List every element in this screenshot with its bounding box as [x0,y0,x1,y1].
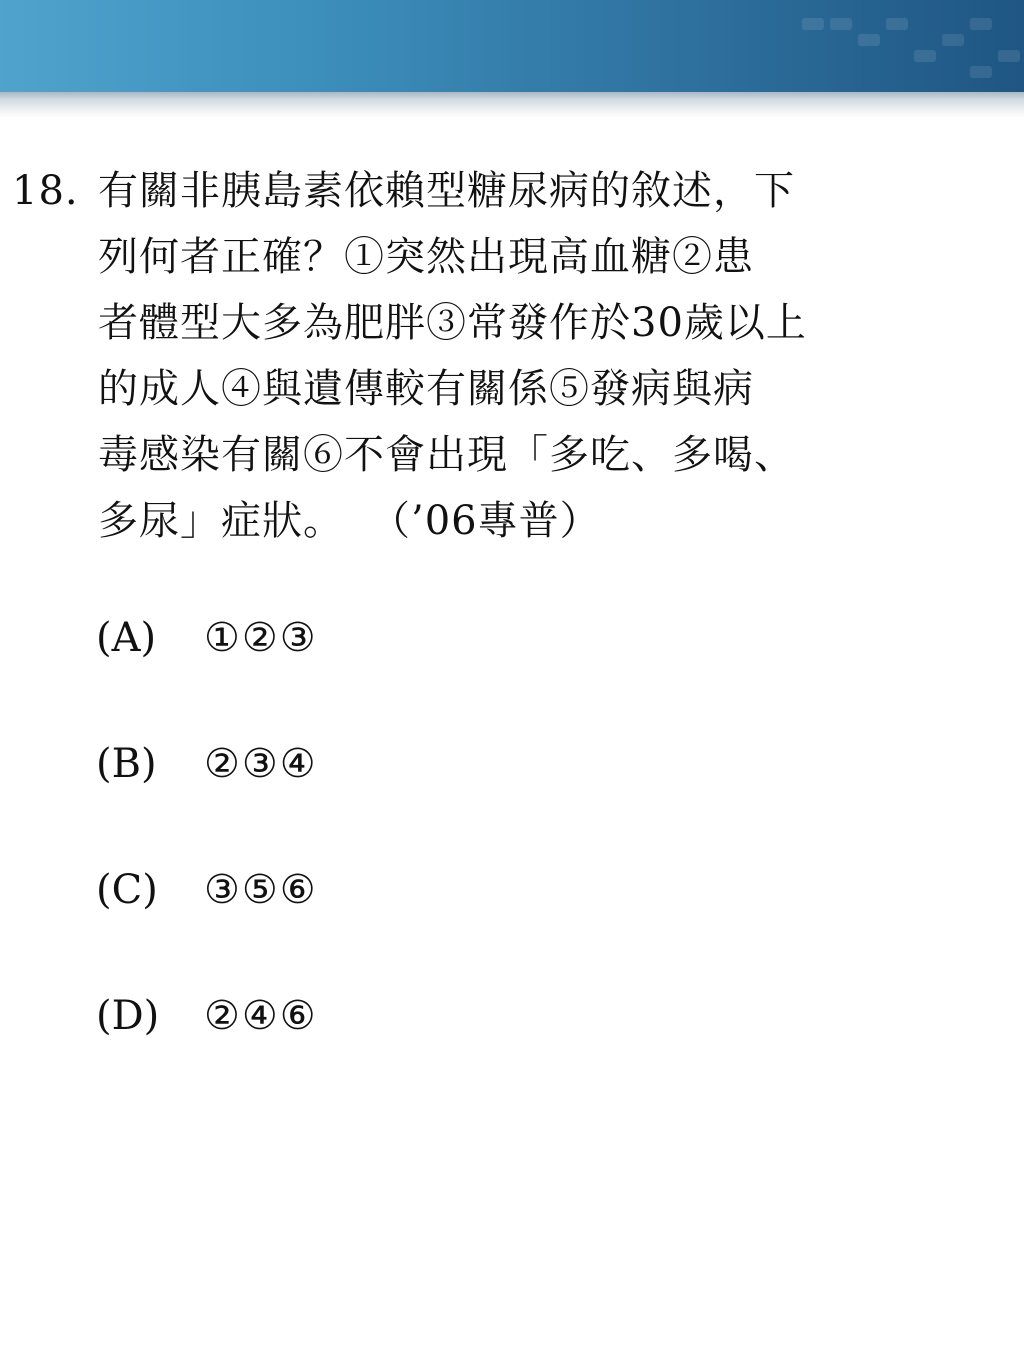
banner-tile [970,66,992,78]
option-text: ①②③ [204,615,318,661]
question-line: 者體型大多為肥胖③常發作於30歲以上 [98,300,807,346]
banner-shadow [0,92,1024,118]
option-letter: (D) [96,993,160,1039]
banner-tile [970,18,992,30]
option-c[interactable] [96,860,318,920]
question-text [98,158,1012,554]
question-source: （’06專普） [390,498,601,544]
question-line: 毒感染有關⑥不會出現「多吃、多喝、 [98,432,795,478]
option-text: ③⑤⑥ [204,867,318,913]
answer-options [96,608,318,1112]
option-letter: (C) [96,867,158,913]
banner-tile [802,18,824,30]
banner-tile [998,50,1020,62]
banner-tile [942,34,964,46]
option-letter: (A) [96,615,157,661]
option-text: ②④⑥ [204,993,318,1039]
banner-tile [830,18,852,30]
option-text: ②③④ [204,741,318,787]
question-number: 18. [12,168,79,214]
header-banner [0,0,1024,92]
banner-tile [858,34,880,46]
option-d[interactable] [96,986,318,1046]
option-letter: (B) [96,741,157,787]
question-line: 有關非胰島素依賴型糖尿病的敘述，下 [98,168,795,214]
question-line-text: 多尿」症狀。 [98,498,344,544]
question-last-line [98,488,1012,554]
banner-tile [914,50,936,62]
banner-tile [886,18,908,30]
option-a[interactable] [96,608,318,668]
option-b[interactable] [96,734,318,794]
question-line: 列何者正確？①突然出現高血糖②患 [98,234,754,280]
question-block [12,158,1012,554]
question-line: 的成人④與遺傳較有關係⑤發病與病 [98,366,754,412]
